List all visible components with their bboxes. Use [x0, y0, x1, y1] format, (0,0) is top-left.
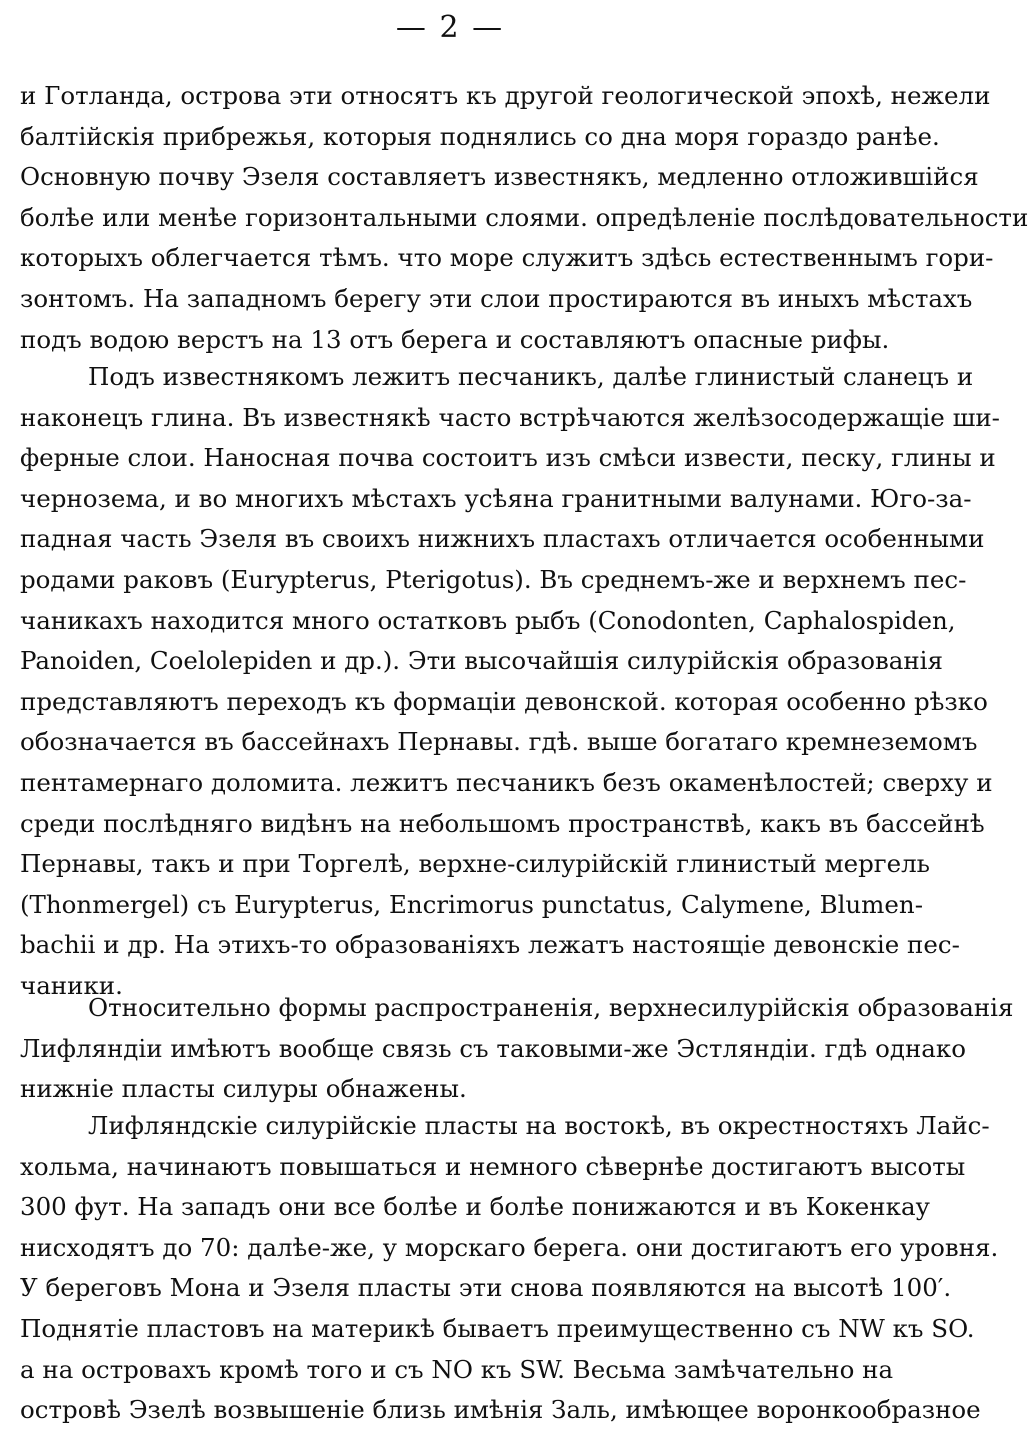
text-line: Лифляндскіе силурійскіе пласты на востокѣ, въ окрестностяхъ Лайс- — [88, 1111, 990, 1140]
text-line: а на островахъ кромѣ того и съ NO къ SW. Весьма замѣчательно на — [20, 1354, 894, 1384]
text-line: родами раковъ (Eurypterus, Pterigotus). Въ среднемъ-же и верхнемъ пес- — [20, 564, 967, 594]
text-line: 300 фут. На западъ они все болѣе и болѣе понижаются и въ Кокенкау — [20, 1192, 930, 1222]
text-line: У береговъ Мона и Эзеля пласты эти снова появляются на высотѣ 100′. — [20, 1273, 952, 1303]
text-line: чернозема, и во многихъ мѣстахъ усѣяна гранитными валунами. Юго-за- — [20, 483, 972, 513]
text-line: среди послѣдняго видѣнъ на небольшомъ пространствѣ, какъ въ бассейнѣ — [20, 808, 985, 838]
text-line: падная часть Эзеля въ своихъ нижнихъ пластахъ отличается особенными — [20, 524, 985, 554]
text-line: пентамернаго доломита. лежитъ песчаникъ безъ окаменѣлостей; сверху и — [20, 767, 993, 797]
text-line: хольма, начинаютъ повышаться и немного сѣвернѣе достигаютъ высоты — [20, 1151, 966, 1181]
text-line: Пернавы, такъ и при Торгелѣ, верхне-силурійскій глинистый мергель — [20, 849, 930, 879]
text-line: Относительно формы распространенія, верхнесилурійскія образованія — [88, 993, 1014, 1022]
paragraph — [20, 988, 1014, 1110]
text-line: чаники. — [20, 970, 123, 1000]
text-line: ферные слои. Наносная почва состоитъ изъ смѣси извести, песку, глины и — [20, 443, 996, 473]
text-line: Подъ известнякомъ лежитъ песчаникъ, далѣе глинистый сланецъ и — [88, 362, 974, 391]
text-line: наконецъ глина. Въ известнякѣ часто встрѣчаются желѣзосодержащіе ши- — [20, 402, 1000, 432]
text-line: обозначается въ бассейнахъ Пернавы. гдѣ. выше богатаго кремнеземомъ — [20, 727, 978, 757]
paragraph — [20, 1106, 999, 1431]
text-line: чаникахъ находится много остатковъ рыбъ (Conodonten, Caphalospiden, — [20, 605, 956, 635]
paragraph — [20, 357, 1000, 1007]
text-line: зонтомъ. На западномъ берегу эти слои простираются въ иныхъ мѣстахъ — [20, 283, 973, 313]
paragraph — [20, 76, 1028, 360]
page-number: — 2 — — [395, 10, 505, 45]
text-line: Лифляндіи имѣютъ вообще связь съ таковыми-же Эстляндіи. гдѣ однако — [20, 1033, 966, 1063]
text-line: нисходятъ до 70: далѣе-же, у морскаго берега. они достигаютъ его уровня. — [20, 1232, 999, 1262]
text-line: Поднятіе пластовъ на материкѣ бываетъ преимущественно съ NW къ SO. — [20, 1313, 975, 1343]
text-line: bachii и др. На этихъ-то образованіяхъ лежатъ настоящіе девонскіе пес- — [20, 930, 960, 960]
text-line: которыхъ облегчается тѣмъ. что море служитъ здѣсь естественнымъ гори- — [20, 243, 994, 273]
text-line: островѣ Эзелѣ возвышеніе близь имѣнія Заль, имѣющее воронкообразное — [20, 1395, 981, 1425]
text-line: подъ водою верстъ на 13 отъ берега и составляютъ опасные рифы. — [20, 324, 890, 354]
text-line: и Готланда, острова эти относятъ къ другой геологической эпохѣ, нежели — [20, 81, 991, 110]
text-line: Panoiden, Coelolepiden и др.). Эти высочайшія силурійскія образованія — [20, 646, 943, 676]
text-line: Основную почву Эзеля составляетъ известнякъ, медленно отложившійся — [20, 162, 979, 192]
text-line: балтійскія прибрежья, которыя поднялись со дна моря гораздо ранѣе. — [20, 121, 940, 151]
text-line: болѣе или менѣе горизонтальными слоями. опредѣленіе послѣдовательности — [20, 202, 1028, 232]
text-line: (Thonmergel) съ Eurypterus, Encrimorus punctatus, Calymene, Blumen- — [20, 889, 923, 919]
text-line: нижніе пласты силуры обнажены. — [20, 1074, 467, 1104]
text-line: представляютъ переходъ къ формаціи девонской. которая особенно рѣзко — [20, 686, 988, 716]
